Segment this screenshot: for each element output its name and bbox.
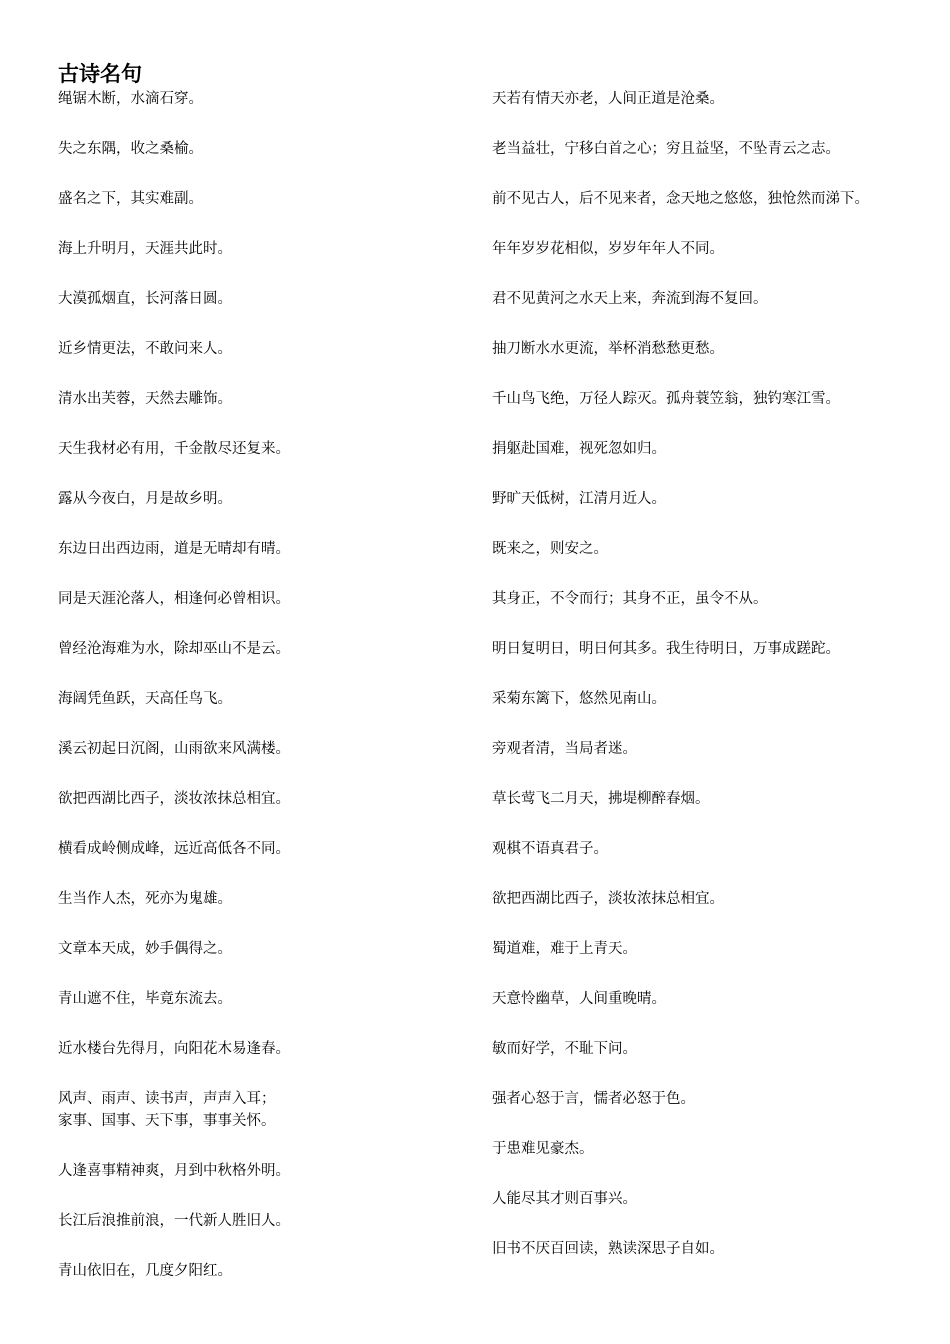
verse-item: 既来之，则安之。: [492, 541, 608, 557]
verse-item: 近乡情更法，不敢问来人。: [58, 341, 232, 357]
verse-item: 天生我材必有用，千金散尽还复来。: [58, 441, 290, 457]
verse-item: 明日复明日，明日何其多。我生待明日，万事成蹉跎。: [492, 641, 840, 657]
verse-item: 强者心怒于言，懦者必怒于色。: [492, 1091, 695, 1107]
verse-item: 其身正，不令而行；其身不正，虽令不从。: [492, 591, 768, 607]
verse-item: 风声、雨声、读书声，声声入耳； 家事、国事、天下事，事事关怀。: [58, 1091, 276, 1129]
verse-item: 野旷天低树，江清月近人。: [492, 491, 666, 507]
verse-item: 君不见黄河之水天上来，奔流到海不复回。: [492, 291, 768, 307]
verse-item: 同是天涯沦落人，相逢何必曾相识。: [58, 591, 290, 607]
verse-item: 老当益壮，宁移白首之心；穷且益坚，不坠青云之志。: [492, 141, 840, 157]
verse-item: 采菊东篱下，悠然见南山。: [492, 691, 666, 707]
page-title: 古诗名句: [58, 62, 142, 86]
verse-item: 溪云初起日沉阁，山雨欲来风满楼。: [58, 741, 290, 757]
verse-item: 长江后浪推前浪，一代新人胜旧人。: [58, 1213, 290, 1229]
verse-item: 东边日出西边雨，道是无晴却有晴。: [58, 541, 290, 557]
verse-item: 千山鸟飞绝，万径人踪灭。孤舟蓑笠翁，独钓寒江雪。: [492, 391, 840, 407]
verse-item: 蜀道难，难于上青天。: [492, 941, 637, 957]
verse-item: 海上升明月，天涯共此时。: [58, 241, 232, 257]
verse-item: 海阔凭鱼跃，天高任鸟飞。: [58, 691, 232, 707]
verse-item: 前不见古人，后不见来者，念天地之悠悠，独怆然而涕下。: [492, 191, 869, 207]
verse-item: 青山依旧在，几度夕阳红。: [58, 1263, 232, 1279]
verse-list-left: [58, 88, 458, 1310]
verse-item: 文章本天成，妙手偶得之。: [58, 941, 232, 957]
verse-item: 旁观者清，当局者迷。: [492, 741, 637, 757]
verse-item: 欲把西湖比西子，淡妆浓抹总相宜。: [492, 891, 724, 907]
verse-item: 大漠孤烟直，长河落日圆。: [58, 291, 232, 307]
verse-item: 捐躯赴国难，视死忽如归。: [492, 441, 666, 457]
verse-item: 于患难见豪杰。: [492, 1141, 594, 1157]
verse-item: 生当作人杰，死亦为鬼雄。: [58, 891, 232, 907]
verse-item: 天意怜幽草，人间重晚晴。: [492, 991, 666, 1007]
verse-item: 青山遮不住，毕竟东流去。: [58, 991, 232, 1007]
verse-item: 失之东隅，收之桑榆。: [58, 141, 203, 157]
verse-item: 近水楼台先得月，向阳花木易逢春。: [58, 1041, 290, 1057]
verse-list-right: [492, 88, 897, 1288]
verse-item: 清水出芙蓉，天然去雕饰。: [58, 391, 232, 407]
verse-item: 曾经沧海难为水，除却巫山不是云。: [58, 641, 290, 657]
verse-item: 露从今夜白，月是故乡明。: [58, 491, 232, 507]
verse-item: 天若有情天亦老，人间正道是沧桑。: [492, 91, 724, 107]
verse-item: 绳锯木断，水滴石穿。: [58, 91, 203, 107]
verse-item: 欲把西湖比西子，淡妆浓抹总相宜。: [58, 791, 290, 807]
verse-item: 横看成岭侧成峰，远近高低各不同。: [58, 841, 290, 857]
verse-item: 年年岁岁花相似，岁岁年年人不同。: [492, 241, 724, 257]
verse-item: 敏而好学，不耻下问。: [492, 1041, 637, 1057]
verse-item: 人逢喜事精神爽，月到中秋格外明。: [58, 1163, 290, 1179]
verse-item: 盛名之下，其实难副。: [58, 191, 203, 207]
verse-item: 旧书不厌百回读，熟读深思子自如。: [492, 1241, 724, 1257]
verse-item: 抽刀断水水更流，举杯消愁愁更愁。: [492, 341, 724, 357]
verse-item: 人能尽其才则百事兴。: [492, 1191, 637, 1207]
verse-item: 草长莺飞二月天，拂堤柳醉春烟。: [492, 791, 710, 807]
verse-item: 观棋不语真君子。: [492, 841, 608, 857]
